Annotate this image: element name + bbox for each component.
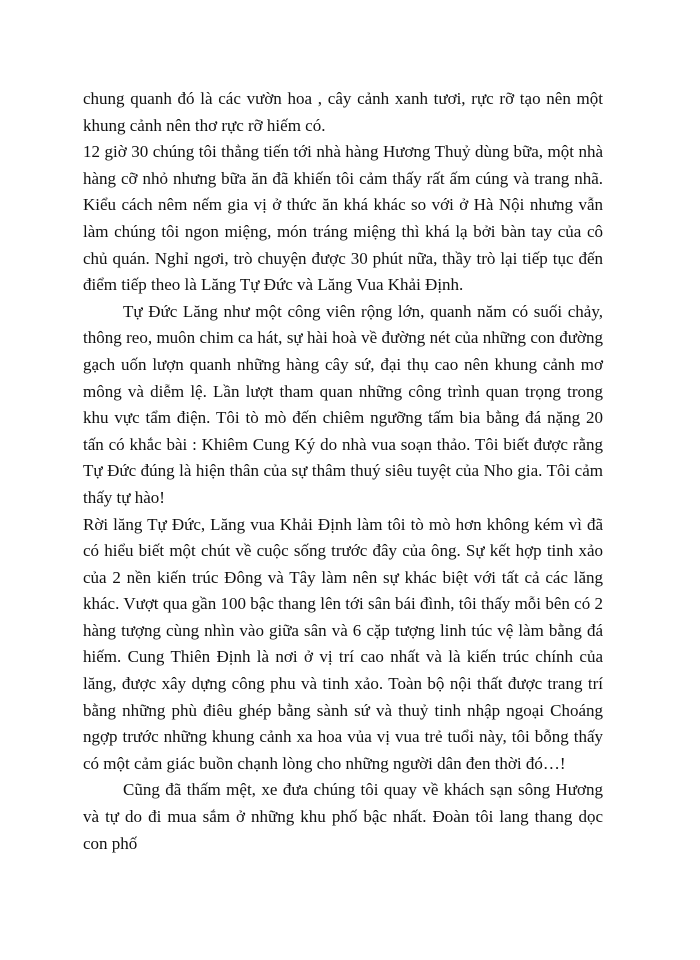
paragraph-return-to-hotel: Cũng đã thấm mệt, xe đưa chúng tôi quay về khách sạn sông Hương và tự do đi mua sắm ở những khu phố bậc nhất. Đoàn tôi lang thang dọc con phố (83, 780, 603, 853)
paragraph-garden-description: chung quanh đó là các vườn hoa , cây cảnh xanh tươi, rực rỡ tạo nên một khung cảnh nên thơ rực rỡ hiếm có. (83, 89, 603, 135)
body-text (83, 86, 603, 857)
paragraph-khai-dinh-tomb: Rời lăng Tự Đức, Lăng vua Khải Định làm tôi tò mò hơn không kém vì đã có hiểu biết một chút về cuộc sống trước đây của ông. Sự kết hợp tinh xảo của 2 nền kiến trúc Đông và Tây làm nên sự khác biệt với tất cả các lăng khác. Vượt qua gần 100 bậc thang lên tới sân bái đình, tôi thấy mỗi bên có 2 hàng tượng cùng nhìn vào giữa sân và 6 cặp tượng linh túc vệ làm bằng đá hiếm. Cung Thiên Định là nơi ở vị trí cao nhất và là kiến trúc chính của lăng, được xây dựng công phu và tinh xảo. Toàn bộ nội thất được trang trí bằng những phù điêu ghép bằng sành sứ và thuỷ tinh nhập ngoại Choáng ngợp trước những khung cảnh xa hoa vủa vị vua trẻ tuổi này, tôi bỗng thấy có một cảm giác buồn chạnh lòng cho những người dân đen thời đó…! (83, 514, 603, 773)
paragraph-tu-duc-tomb: Tự Đức Lăng như một công viên rộng lớn, quanh năm có suối chảy, thông reo, muôn chim ca hát, sự hài hoà về đường nét của những con đường gạch uốn lượn quanh những hàng cây sứ, đại thụ cao nên khung cảnh mơ mông và diễm lệ. Lần lượt tham quan những công trình quan trọng trong khu vực tẩm điện. Tôi tò mò đến chiêm ngưỡng tấm bia bằng đá nặng 20 tấn có khắc bài : Khiêm Cung Ký do nhà vua soạn thảo. Tôi biết được rằng Tự Đức đúng là hiện thân của sự thâm thuý siêu tuyệt của Nho gia. Tôi cảm thấy tự hào! (83, 301, 603, 507)
paragraph-huong-thuy-restaurant: 12 giờ 30 chúng tôi thẳng tiến tới nhà hàng Hương Thuỷ dùng bữa, một nhà hàng cỡ nhỏ nhưng bữa ăn đã khiến tôi cảm thấy rất ấm cúng và trang nhã. Kiểu cách nêm nếm gia vị ở thức ăn khá khác so với ở Hà Nội nhưng vẫn làm chúng tôi ngon miệng, món tráng miệng thì khá lạ bởi bàn tay của cô chủ quán. Nghỉ ngơi, trò chuyện được 30 phút nữa, thầy trò lại tiếp tục đến điểm tiếp theo là Lăng Tự Đức và Lăng Vua Khải Định. (83, 142, 603, 295)
